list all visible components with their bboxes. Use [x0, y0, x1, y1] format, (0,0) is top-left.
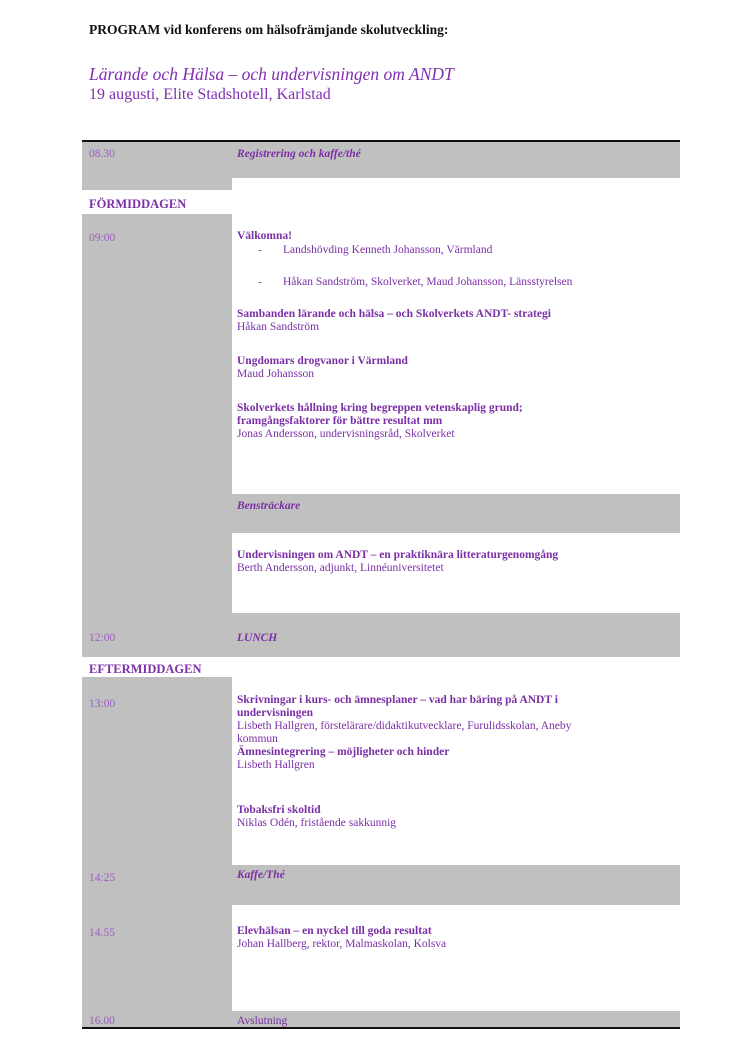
talk-title: Ungdomars drogvanor i Värmland — [237, 355, 408, 367]
table-top-rule — [82, 140, 680, 142]
talk-title: Sambanden lärande och hälsa – och Skolverkets ANDT- strategi — [237, 308, 551, 320]
lunch-title: LUNCH — [237, 632, 278, 644]
talk-speaker: Maud Johansson — [237, 368, 314, 380]
coffee-title: Kaffe/Thé — [237, 869, 285, 881]
conference-title: Lärande och Hälsa – och undervisningen om ANDT — [89, 64, 454, 84]
welcome-title: Välkomna! — [237, 230, 292, 242]
time-0900: 09:00 — [89, 232, 116, 244]
document-title: PROGRAM vid konferens om hälsofrämjande skolutveckling: — [89, 22, 449, 37]
time-1455: 14.55 — [89, 927, 115, 939]
talk-title: Tobaksfri skoltid — [237, 804, 321, 816]
talk-title: undervisningen — [237, 707, 314, 719]
time-lunch: 12:00 — [89, 632, 116, 644]
talk-speaker: Berth Andersson, adjunkt, Linnéuniversitetet — [237, 562, 444, 574]
welcome-item: Landshövding Kenneth Johansson, Värmland — [283, 244, 493, 256]
welcome-item: Håkan Sandström, Skolverket, Maud Johansson, Länsstyrelsen — [283, 276, 573, 288]
time-1300: 13:00 — [89, 698, 116, 710]
bullet-dash: - — [258, 244, 262, 256]
talk-title: framgångsfaktorer för bättre resultat mm — [237, 415, 443, 427]
afternoon-section-label: EFTERMIDDAGEN — [89, 662, 202, 676]
talk-speaker: Lisbeth Hallgren — [237, 759, 315, 771]
talk-title: Undervisningen om ANDT – en praktiknära litteraturgenomgång — [237, 549, 559, 561]
talk-speaker: Håkan Sandström — [237, 321, 320, 333]
talk-speaker: Johan Hallberg, rektor, Malmaskolan, Kolsva — [237, 938, 447, 950]
talk-title: Ämnesintegrering – möjligheter och hinder — [237, 746, 450, 758]
talk-title: Skrivningar i kurs- och ämnesplaner – vad har bäring på ANDT i — [237, 694, 558, 706]
talk-speaker: Lisbeth Hallgren, förstelärare/didaktikutvecklare, Furulidsskolan, Aneby — [237, 720, 572, 732]
closing-title: Avslutning — [237, 1015, 288, 1027]
talk-title: Elevhälsan – en nyckel till goda resultat — [237, 925, 432, 937]
morning-section-label: FÖRMIDDAGEN — [89, 197, 187, 211]
talk-speaker: Niklas Odén, fristående sakkunnig — [237, 817, 397, 829]
talk-speaker: kommun — [237, 733, 278, 745]
time-closing: 16.00 — [89, 1015, 115, 1027]
talk-speaker: Jonas Andersson, undervisningsråd, Skolverket — [237, 428, 455, 440]
break-title: Bensträckare — [237, 500, 301, 512]
conference-subtitle: 19 augusti, Elite Stadshotell, Karlstad — [89, 86, 331, 103]
time-registration: 08.30 — [89, 148, 115, 160]
bullet-dash: - — [258, 276, 262, 288]
talk-title: Skolverkets hållning kring begreppen vetenskaplig grund; — [237, 402, 523, 414]
time-coffee: 14:25 — [89, 872, 116, 884]
registration-title: Registrering och kaffe/thé — [237, 148, 361, 160]
